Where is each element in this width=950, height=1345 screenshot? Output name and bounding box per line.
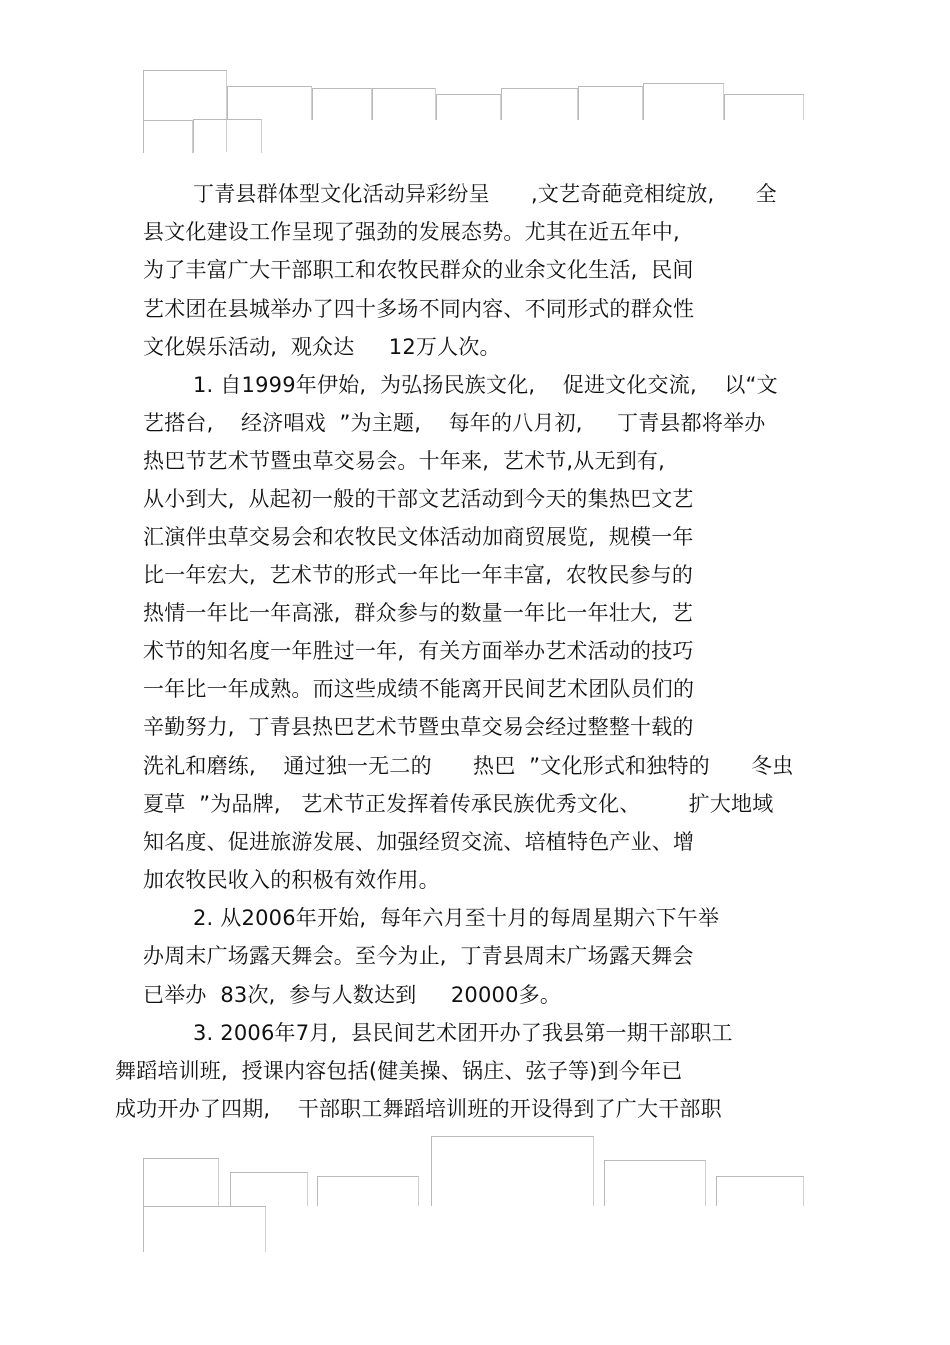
frame-cell bbox=[724, 94, 804, 120]
text-line: 县文化建设工作呈现了强劲的发展态势。尤其在近五年中, bbox=[143, 220, 680, 244]
text-line: 洗礼和磨练, 通过独一无二的 热巴 ”文化形式和独特的 冬虫 bbox=[143, 754, 794, 778]
text-line: 为了丰富广大干部职工和农牧民群众的业余文化生活, 民间 bbox=[143, 258, 694, 282]
frame-cell bbox=[230, 1172, 308, 1206]
text-line: 艺搭台, 经济唱戏 ”为主题, 每年的八月初, 丁青县都将举办 bbox=[143, 411, 766, 435]
frame-cell bbox=[643, 83, 724, 120]
text-line: 热巴节艺术节暨虫草交易会。十年来, 艺术节,从无到有, bbox=[143, 449, 665, 473]
frame-cell bbox=[143, 1158, 219, 1206]
text-line: 文化娱乐活动, 观众达 12万人次。 bbox=[143, 335, 501, 359]
text-line: 术节的知名度一年胜过一年, 有关方面举办艺术活动的技巧 bbox=[143, 639, 694, 663]
text-line: 从小到大, 从起初一般的干部文艺活动到今天的集热巴文艺 bbox=[143, 487, 694, 511]
frame-cell bbox=[312, 88, 372, 120]
text-line: 舞蹈培训班, 授课内容包括(健美操、锅庄、弦子等)到今年已 bbox=[115, 1059, 683, 1083]
text-line: 比一年宏大, 艺术节的形式一年比一年丰富, 农牧民参与的 bbox=[143, 563, 694, 587]
text-line: 艺术团在县城举办了四十多场不同内容、不同形式的群众性 bbox=[143, 297, 695, 321]
text-line: 辛勤努力, 丁青县热巴艺术节暨虫草交易会经过整整十载的 bbox=[143, 715, 694, 739]
text-line: 2. 从2006年开始, 每年六月至十月的每周星期六下午举 bbox=[193, 906, 720, 930]
text-line: 加农牧民收入的积极有效作用。 bbox=[143, 868, 440, 892]
frame-cell bbox=[372, 88, 436, 120]
text-line: 丁青县群体型文化活动异彩纷呈 ,文艺奇葩竞相绽放, 全 bbox=[193, 182, 777, 206]
frame-cell bbox=[431, 1136, 594, 1206]
text-line: 成功开办了四期, 干部职工舞蹈培训班的开设得到了广大干部职 bbox=[115, 1097, 722, 1121]
text-line: 汇演伴虫草交易会和农牧民文体活动加商贸展览, 规模一年 bbox=[143, 525, 694, 549]
text-line: 已举办 83次, 参与人数达到 20000多。 bbox=[143, 983, 562, 1007]
text-line: 办周末广场露天舞会。至今为止, 丁青县周末广场露天舞会 bbox=[143, 944, 694, 968]
text-line: 夏草 ”为品牌, 艺术节正发挥着传承民族优秀文化、 扩大地域 bbox=[143, 792, 774, 816]
frame-cell bbox=[604, 1160, 706, 1206]
text-line: 知名度、促进旅游发展、加强经贸交流、培植特色产业、增 bbox=[143, 830, 695, 854]
frame-cell bbox=[317, 1176, 419, 1206]
frame-cell bbox=[143, 120, 193, 153]
frame-cell bbox=[716, 1176, 804, 1206]
frame-cell bbox=[501, 88, 578, 120]
text-line: 3. 2006年7月, 县民间艺术团开办了我县第一期干部职工 bbox=[193, 1021, 733, 1045]
text-line: 1. 自1999年伊始, 为弘扬民族文化, 促进文化交流, 以“文 bbox=[193, 373, 778, 397]
text-line: 热情一年比一年高涨, 群众参与的数量一年比一年壮大, 艺 bbox=[143, 601, 694, 625]
frame-cell bbox=[436, 94, 501, 120]
frame-cell bbox=[227, 86, 312, 120]
text-line: 一年比一年成熟。而这些成绩不能离开民间艺术团队员们的 bbox=[143, 677, 695, 701]
frame-cell bbox=[193, 119, 262, 153]
frame-cell bbox=[578, 86, 643, 120]
frame-cell bbox=[143, 70, 227, 152]
frame-cell bbox=[143, 1206, 266, 1252]
